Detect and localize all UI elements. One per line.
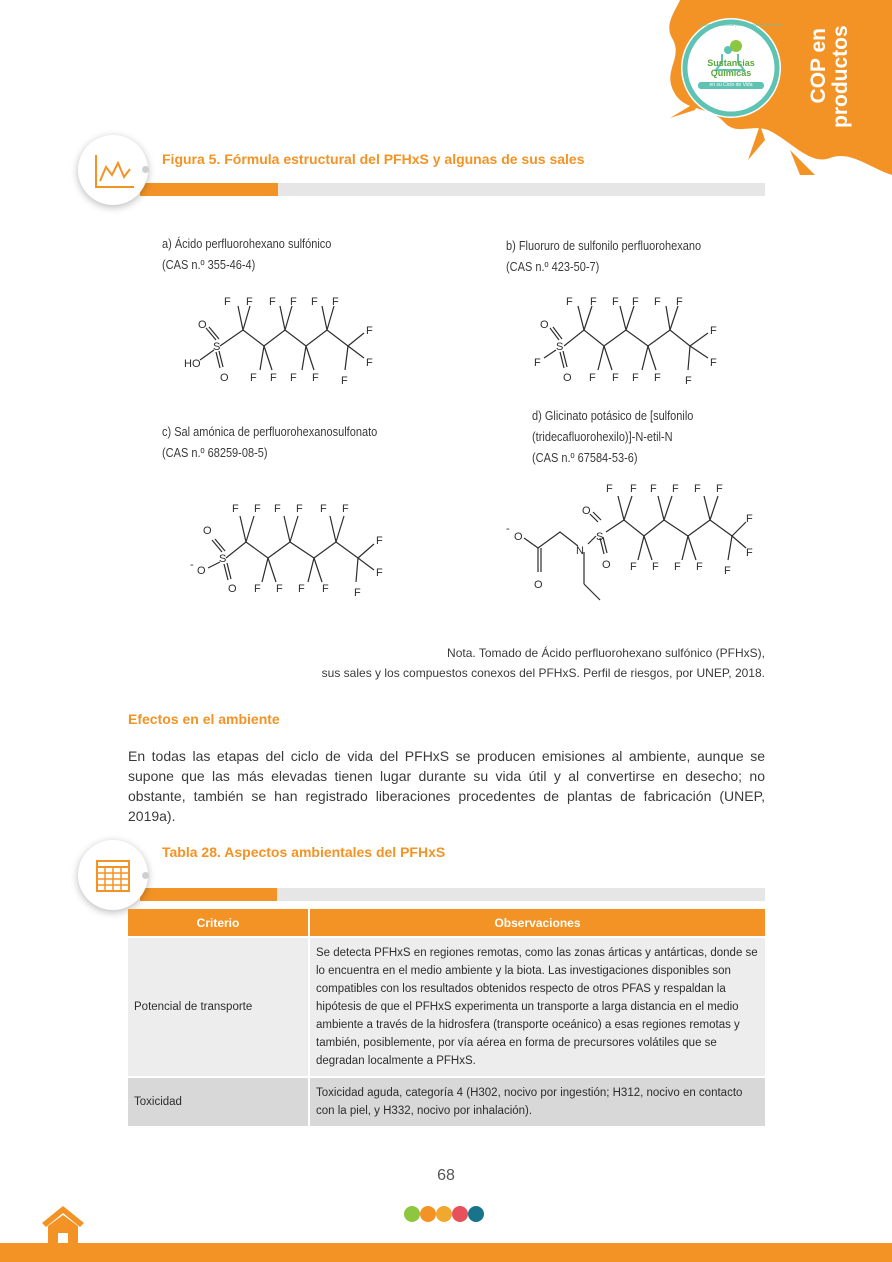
atom-o: O [582, 505, 591, 517]
molecule-a-cas: (CAS n.º 355-46-4) [162, 258, 256, 272]
figure-icon-badge [78, 135, 148, 205]
atom-f: F [298, 583, 305, 595]
cell-criterio: Toxicidad [128, 1077, 309, 1126]
atom-f: F [312, 372, 319, 384]
atom-o: O [514, 531, 523, 543]
atom-o: O [197, 565, 206, 577]
atom-f: F [694, 483, 701, 495]
atom-f: F [630, 561, 637, 573]
atom-f: F [672, 483, 679, 495]
atom-f: F [332, 296, 339, 308]
molecule-a-structure [180, 288, 380, 388]
figure-title: Figura 5. Fórmula estructural del PFHxS y algunas de sus sales [162, 151, 585, 167]
atom-minus: - [506, 523, 510, 535]
atom-f: F [376, 567, 383, 579]
badge-arc-text: Programa Nacional para la Gestión Ambiental [700, 22, 782, 27]
atom-f: F [376, 535, 383, 547]
atom-s: S [219, 553, 227, 565]
atom-f: F [654, 296, 661, 308]
atom-f: F [685, 375, 692, 387]
molecule-c-label [162, 422, 377, 464]
atom-f: F [650, 483, 657, 495]
section-heading: Efectos en el ambiente [128, 711, 280, 727]
cell-observaciones: Toxicidad aguda, categoría 4 (H302, nocivo por ingestión; H312, nocivo en contacto con la piel, y H332, nocivo por inhalación). [309, 1077, 765, 1126]
home-icon[interactable] [38, 1203, 88, 1245]
atom-f: F [632, 372, 639, 384]
atom-o: O [563, 372, 572, 384]
atom-f: F [322, 583, 329, 595]
badge-name: Sustancias Químicas [707, 58, 755, 78]
atom-f: F [250, 372, 257, 384]
molecule-b-name: b) Fluoruro de sulfonilo perfluorohexano [506, 239, 702, 253]
nav-dot [436, 1206, 452, 1222]
table-title-bar-accent [140, 888, 277, 901]
atom-o: O [602, 559, 611, 571]
nav-dot [420, 1206, 436, 1222]
atom-f: F [269, 296, 276, 308]
column-header-observaciones: Observaciones [309, 909, 765, 937]
atom-f: F [232, 503, 239, 515]
atom-f: F [716, 483, 723, 495]
section-body: En todas las etapas del ciclo de vida del PFHxS se producen emisiones al ambiente, aunque se supone que las más elevadas tienen lugar durante su vida útil y al convertirse en desecho; no obstante, también se han registrado liberaciones procedentes de plantas de fabricación (UNEP, 2019a). [128, 748, 765, 824]
molecule-d-name-1: d) Glicinato potásico de [sulfonilo [532, 409, 694, 423]
atom-o: O [534, 579, 543, 591]
atom-f: F [320, 503, 327, 515]
atom-f: F [366, 357, 373, 369]
molecule-d-cas: (CAS n.º 67584-53-6) [532, 451, 638, 465]
atom-f: F [290, 296, 297, 308]
molecule-d-name-2: (tridecafluorohexilo)]-N-etil-N [532, 430, 673, 444]
atom-f: F [290, 372, 297, 384]
figure-note-line-1: Nota. Tomado de Ácido perfluorohexano sulfónico (PFHxS), [447, 646, 765, 660]
atom-o: O [198, 319, 207, 331]
atom-f: F [270, 372, 277, 384]
molecule-c-name: c) Sal amónica de perfluorohexanosulfonato [162, 425, 378, 439]
atom-f: F [696, 561, 703, 573]
molecule-d-label [532, 406, 693, 469]
side-title-line-1: COP en [807, 28, 830, 104]
molecule-a-label [162, 234, 331, 276]
atom-n: N [576, 545, 584, 557]
molecule-d-structure [500, 476, 770, 606]
figure-dot [142, 166, 149, 173]
atom-f: F [746, 513, 753, 525]
molecule-a-name: a) Ácido perfluorohexano sulfónico [162, 237, 332, 251]
atom-ho: HO [184, 358, 201, 370]
atom-f: F [724, 565, 731, 577]
figure-note [322, 643, 765, 683]
atom-f: F [612, 296, 619, 308]
atom-s: S [213, 341, 221, 353]
atom-f: F [311, 296, 318, 308]
table-title: Tabla 28. Aspectos ambientales del PFHxS [162, 844, 446, 860]
nav-dot [468, 1206, 484, 1222]
atom-o: O [203, 525, 212, 537]
atom-f: F [254, 503, 261, 515]
atom-o: O [540, 319, 549, 331]
atom-f: F [366, 325, 373, 337]
atom-s: S [556, 341, 564, 353]
atom-f: F [342, 503, 349, 515]
table-header-row [128, 909, 765, 937]
aspects-table [128, 909, 765, 1126]
figure-note-line-2: sus sales y los compuestos conexos del PFHxS. Perfil de riesgos, por UNEP, 2018. [321, 666, 765, 680]
atom-f: F [296, 503, 303, 515]
atom-f: F [566, 296, 573, 308]
atom-f: F [652, 561, 659, 573]
badge-subtitle: en su Ciclo de Vida [698, 82, 764, 89]
atom-f: F [276, 583, 283, 595]
footer-bar [0, 1243, 892, 1262]
molecule-c-cas: (CAS n.º 68259-08-5) [162, 446, 268, 460]
line-chart-icon [78, 135, 148, 205]
atom-minus: - [190, 559, 194, 571]
atom-f: F [710, 325, 717, 337]
atom-f: F [654, 372, 661, 384]
badge-logo [692, 22, 782, 108]
atom-o: O [228, 583, 237, 595]
atom-f: F [612, 372, 619, 384]
atom-f: F [674, 561, 681, 573]
atom-f: F [274, 503, 281, 515]
molecule-b-structure [526, 288, 726, 388]
molecule-b-label [506, 236, 701, 278]
table-row [128, 937, 765, 1077]
table-row [128, 1077, 765, 1126]
cell-observaciones: Se detecta PFHxS en regiones remotas, como las zonas árticas y antárticas, donde se lo encuentra en el medio ambiente y la biota. Las investigaciones disponibles son compatibles con los resultados obtenidos respecto de otros PFAS y respaldan la hipótesis de que el PFHxS experimenta un transporte a larga distancia en el medio ambiente a través de la hidrosfera (transporte oceánico) a esas regiones remotas y también, posiblemente, por vía aérea en forma de precursores volátiles que se degradan localmente a PFHxS. [309, 937, 765, 1077]
nav-dot [452, 1206, 468, 1222]
atom-f: F [632, 296, 639, 308]
atom-s: S [596, 531, 604, 543]
cell-criterio: Potencial de transporte [128, 937, 309, 1077]
table-icon [78, 840, 148, 910]
atom-f: F [224, 296, 231, 308]
atom-f: F [341, 375, 348, 387]
nav-dot [404, 1206, 420, 1222]
table-dot [142, 872, 149, 879]
atom-f: F [354, 587, 361, 599]
column-header-criterio: Criterio [128, 909, 309, 937]
atom-f: F [534, 357, 541, 369]
table-icon-badge [78, 840, 148, 910]
atom-o: O [220, 372, 229, 384]
atom-f: F [710, 357, 717, 369]
atom-f: F [589, 372, 596, 384]
atom-f: F [606, 483, 613, 495]
page-number: 68 [437, 1167, 455, 1184]
side-title-line-2: productos [829, 25, 852, 128]
atom-f: F [630, 483, 637, 495]
atom-f: F [246, 296, 253, 308]
atom-f: F [590, 296, 597, 308]
molecule-b-cas: (CAS n.º 423-50-7) [506, 260, 600, 274]
atom-f: F [746, 547, 753, 559]
side-title [807, 25, 868, 138]
atom-f: F [254, 583, 261, 595]
atom-f: F [676, 296, 683, 308]
molecule-c-structure [186, 496, 396, 602]
figure-title-bar-accent [140, 183, 278, 196]
